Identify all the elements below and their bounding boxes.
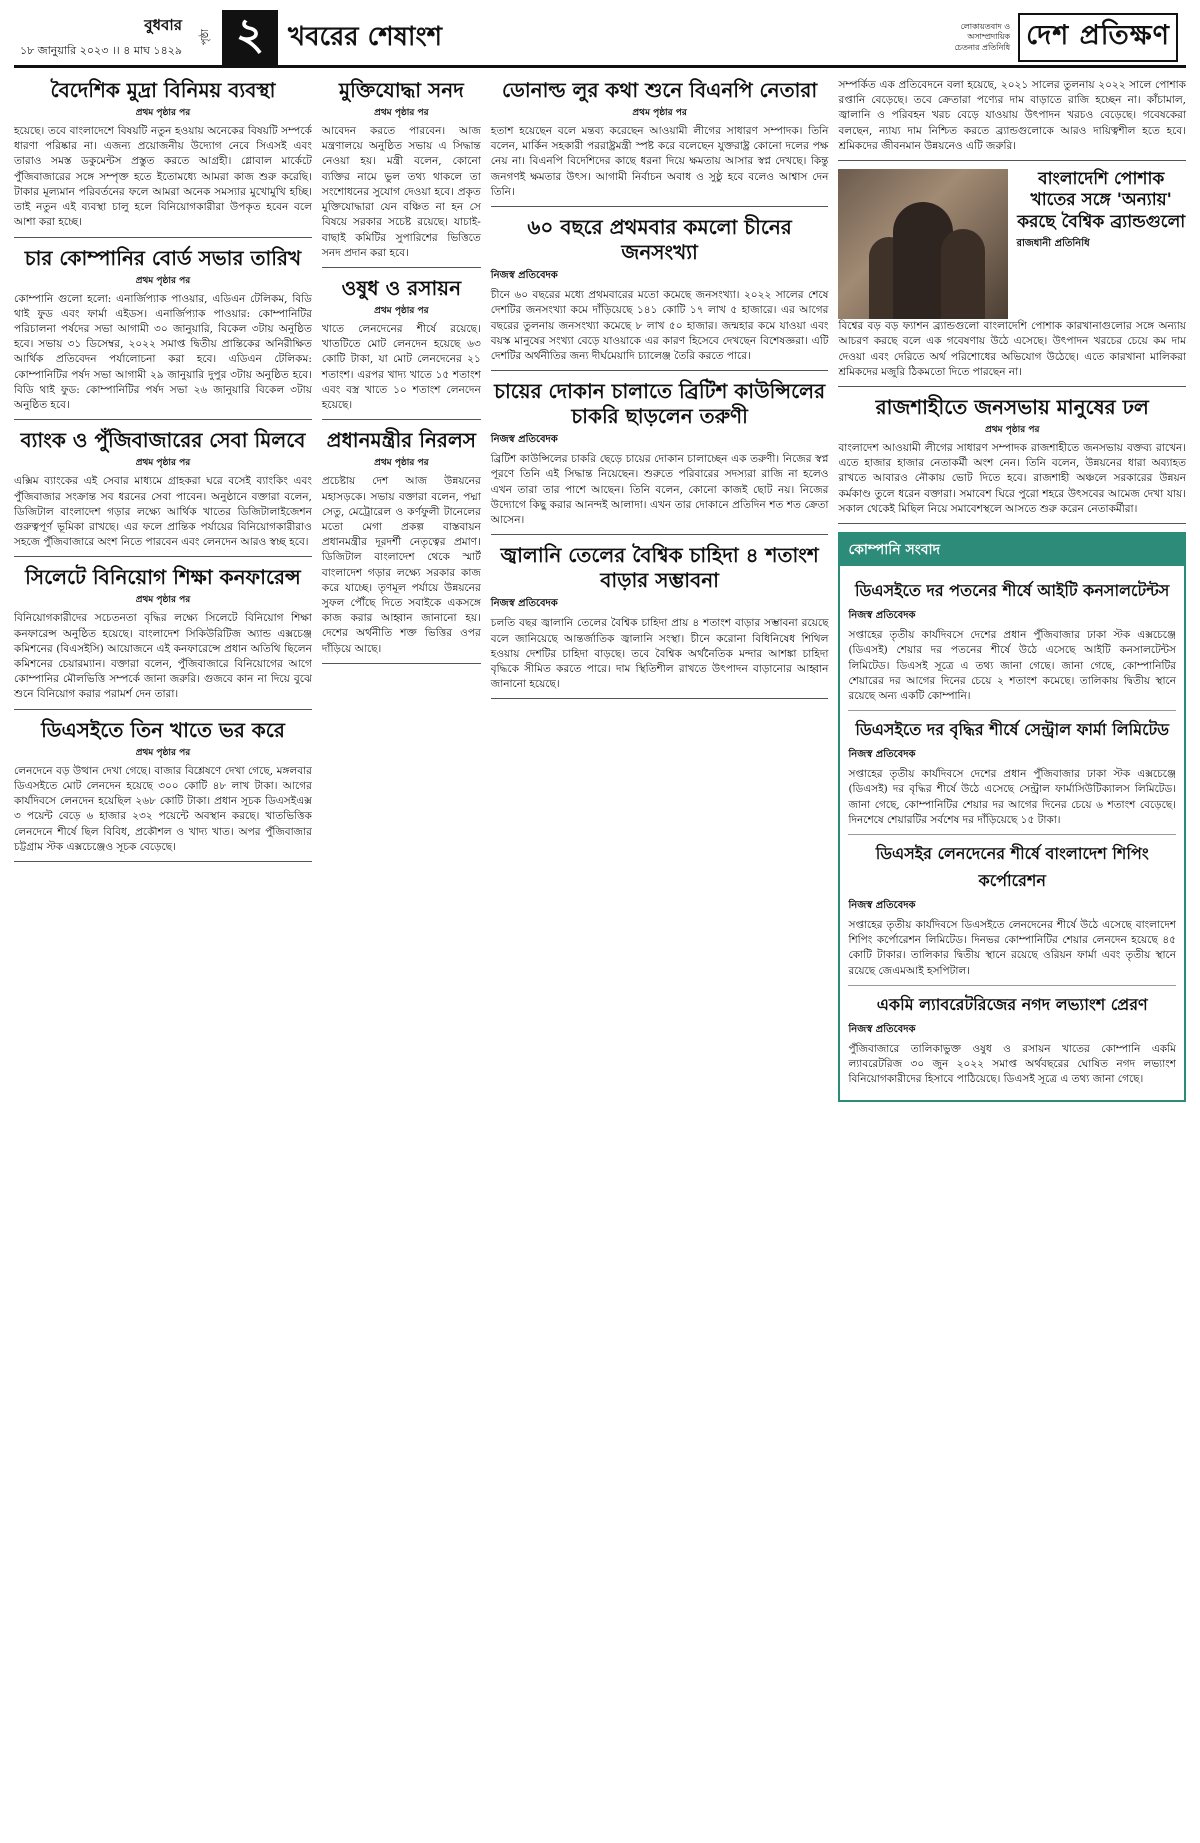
- headline: একমি ল্যাবরেটরিজের নগদ লভ্যাংশ প্রেরণ: [876, 994, 1148, 1014]
- continued-label: প্রথম পৃষ্ঠার পর: [135, 458, 191, 469]
- article-body: সম্পর্কিত এক প্রতিবেদনে বলা হয়েছে, ২০২১ সালের তুলনায় ২০২২ সালে পোশাক রপ্তানি বেড়েছে। তবে ক্রেতারা পণ্যের দাম বাড়াতে রাজি হচ্ছেন না। কাঁচামাল, জ্বালানি ও পরিবহন খরচ বেড়ে যাওয়ায় উৎপাদন খরচও বেড়েছে। গবেষকেরা বলছেন, ন্যায্য দাম নিশ্চিত করতে ব্র্যান্ডগুলোকে আরও দায়িত্বশীল হতে হবে। শ্রমিকদের জীবনমান উন্নয়নেও এটি জরুরি।: [838, 79, 1186, 152]
- byline: নিজস্ব প্রতিবেদক: [848, 900, 916, 912]
- headline: চার কোম্পানির বোর্ড সভার তারিখ: [24, 245, 302, 270]
- continued-label: প্রথম পৃষ্ঠার পর: [374, 458, 429, 469]
- column-3: [491, 78, 829, 1102]
- company-news-item: [848, 717, 1176, 835]
- headline: সিলেটে বিনিয়োগ শিক্ষা কনফারেন্স: [25, 565, 301, 590]
- page-number: ২: [222, 10, 278, 65]
- headline: বাংলাদেশি পোশাক খাতের সঙ্গে 'অন্যায়' করছে বৈশ্বিক ব্র্যান্ডগুলো: [1017, 169, 1186, 232]
- article-body: বিশ্বের বড় বড় ফ্যাশন ব্র্যান্ডগুলো বাংলাদেশি পোশাক কারখানাগুলোর সঙ্গে অন্যায় আচরণ করছে বলে এক গবেষণায় উঠে এসেছে। উৎপাদন খরচের চেয়ে কম দাম দেওয়া এবং দেরিতে অর্থ পরিশোধের অভিযোগ উঠেছে। এতে কারখানা মালিকরা শ্রমিকদের মজুরি ঠিকমতো দিতে পারছেন না।: [838, 320, 1186, 378]
- byline: নিজস্ব প্রতিবেদক: [490, 270, 558, 282]
- issue-day: বুধবার: [144, 16, 182, 34]
- article-oil: [491, 543, 829, 699]
- article-body: ব্রিটিশ কাউন্সিলের চাকরি ছেড়ে চায়ের দোকান চালাচ্ছেন এক তরুণী। নিজের স্বপ্ন পূরণে তিনি এই সিদ্ধান্ত নিয়েছেন। শুরুতে পরিবারের সদস্যরা রাজি না হলেও এখন তারা তার পাশে আছেন। তিনি বলেন, কোনো কাজই ছোট নয়। নিজের উদ্যোগে কিছু করার আনন্দই আলাদা। এখন তার দোকানে প্রতিদিন শত শত ক্রেতা আসেন।: [490, 453, 829, 527]
- article-dse3: [14, 718, 312, 862]
- company-news-banner: কোম্পানি সংবাদ: [840, 534, 1184, 566]
- article-freedom: [322, 78, 481, 268]
- columns: [14, 68, 1186, 1102]
- page-label: পৃষ্ঠা: [199, 29, 211, 46]
- article-body: বিনিয়োগকারীদের সচেতনতা বৃদ্ধির লক্ষ্যে সিলেটে বিনিয়োগ শিক্ষা কনফারেন্স অনুষ্ঠিত হয়েছে। বাংলাদেশ সিকিউরিটিজ অ্যান্ড এক্সচেঞ্জ কমিশনের (বিএসইসি) আয়োজনে এই কনফারেন্সে প্রধান অতিথি ছিলেন কমিশনের চেয়ারম্যান। বক্তারা বলেন, পুঁজিবাজারে বিনিয়োগের আগে কোম্পানির মৌলভিত্তি সম্পর্কে জানা জরুরি। গুজবে কান না দিয়ে বুঝে শুনে বিনিয়োগ করার পরামর্শ দেন তারা।: [14, 612, 312, 701]
- byline: রাজধানী প্রতিনিধি: [1016, 237, 1090, 249]
- headline: ডিএসইতে দর পতনের শীর্ষে আইটি কনসালটেন্টস: [855, 581, 1170, 601]
- article-body: এক্সিম ব্যাংকের এই সেবার মাধ্যমে গ্রাহকরা ঘরে বসেই ব্যাংকিং এবং পুঁজিবাজার সংক্রান্ত সব ধরনের সেবা পাবেন। অনুষ্ঠানে বক্তারা বলেন, ডিজিটাল বাংলাদেশ গড়ার লক্ষ্যে আর্থিক খাতের ডিজিটালাইজেশন গুরুত্বপূর্ণ ভূমিকা রাখছে। এর ফলে প্রান্তিক পর্যায়ের বিনিয়োগকারীরাও সহজে পুঁজিবাজারে অংশ নিতে পারবেন এবং লেনদেন আরও স্বচ্ছ হবে।: [14, 475, 312, 549]
- article-rajshahi: [838, 395, 1186, 524]
- column-4: [838, 78, 1186, 1102]
- headline: ৬০ বছরে প্রথমবার কমলো চীনের জনসংখ্যা: [527, 215, 792, 265]
- byline: নিজস্ব প্রতিবেদক: [848, 749, 916, 761]
- article-body: প্রচেষ্টায় দেশ আজ উন্নয়নের মহাসড়কে। সভায় বক্তারা বলেন, পদ্মা সেতু, মেট্রোরেল ও কর্ণফুলী টানেলের মতো মেগা প্রকল্প বাস্তবায়ন প্রধানমন্ত্রীর দূরদর্শী নেতৃত্বের প্রমাণ। ডিজিটাল বাংলাদেশ থেকে স্মার্ট বাংলাদেশ গড়ার লক্ষ্যে সরকার কাজ করে যাচ্ছে। তৃণমূল পর্যায়ে উন্নয়নের সুফল পৌঁছে দিতে সবাইকে একসঙ্গে কাজ করার আহ্বান জানানো হয়। দেশের অর্থনীতি শক্ত ভিত্তির ওপর দাঁড়িয়ে আছে।: [321, 475, 481, 655]
- article-body: সপ্তাহের তৃতীয় কার্যদিবসে দেশের প্রধান পুঁজিবাজার ঢাকা স্টক এক্সচেঞ্জে (ডিএসই) দর বৃদ্ধির শীর্ষে উঠে এসেছে সেন্ট্রাল ফার্মাসিউটিক্যালস লিমিটেড। জানা গেছে, কোম্পানিটির শেয়ার দর আগের দিনের চেয়ে ৬ শতাংশ বেড়েছে। দিনশেষে শেয়ারটির সর্বশেষ দর দাঁড়িয়েছে ১৫ টাকা।: [848, 768, 1176, 826]
- company-news-item: [848, 992, 1176, 1094]
- byline: নিজস্ব প্রতিবেদক: [848, 610, 916, 622]
- section-title: খবরের শেষাংশ: [288, 21, 443, 52]
- article-body: খাতে লেনদেনের শীর্ষে রয়েছে। খাতটিতে মোট লেনদেন হয়েছে ৬৩ কোটি টাকা, যা মোট লেনদেনের ২১ শতাংশ। এরপর খাদ্য খাতে ১৫ শতাংশ এবং বস্ত্র খাতে ১০ শতাংশ লেনদেন হয়েছে।: [321, 322, 481, 412]
- article-body: হতাশ হয়েছেন বলে মন্তব্য করেছেন আওয়ামী লীগের সাধারণ সম্পাদক। তিনি বলেন, মার্কিন সহকারী পররাষ্ট্রমন্ত্রী স্পষ্ট করে বলেছেন যুক্তরাষ্ট্র কোনো দলের পক্ষ নেয় না। বিএনপি বিদেশিদের কাছে ধরনা দিয়ে ক্ষমতায় আসার স্বপ্ন দেখছে। কিন্তু জনগণই ক্ষমতার উৎস। আগামী নির্বাচন অবাধ ও সুষ্ঠু হবে বলেও আশ্বাস দেন তিনি।: [490, 125, 829, 198]
- brand-tagline: লোকায়তবাদ ও অসাম্প্রদায়িক চেতনার প্রতিনিধি: [954, 21, 1011, 52]
- continued-label: প্রথম পৃষ্ঠার পর: [374, 305, 429, 316]
- headline: মুক্তিযোদ্ধা সনদ: [339, 78, 464, 102]
- headline: ডিএসইতে তিন খাতে ভর করে: [41, 717, 285, 742]
- article-body: আবেদন করতে পারবেন। আজ মন্ত্রণালয়ে অনুষ্ঠিত সভায় এ সিদ্ধান্ত নেওয়া হয়। মন্ত্রী বলেন, কোনো ব্যক্তির নামে ভুল তথ্য থাকলে তা সংশোধনের সুযোগ দেওয়া হবে। প্রকৃত মুক্তিযোদ্ধারা যেন বঞ্চিত না হন সে বিষয়ে সরকার সচেষ্ট রয়েছে। যাচাই-বাছাই কমিটির সুপারিশের ভিত্তিতে সনদ প্রদান করা হবে।: [321, 125, 481, 259]
- headline: ওষুধ ও রসায়ন: [341, 275, 462, 300]
- continued-label: প্রথম পৃষ্ঠার পর: [374, 108, 429, 118]
- article-body: হয়েছে। তবে বাংলাদেশে বিষয়টি নতুন হওয়ায় অনেকের বিষয়টি সম্পর্কে ধারণা পরিষ্কার না। এজন্য প্রয়োজনীয় উদ্যোগ নেবে সিএসই এবং তারাও সমস্ত ডকুমেন্টস প্রস্তুত করতে আগ্রহী। গ্লোবাল মার্কেটে পুঁজিবাজারের সঙ্গে সম্পৃক্ত হতে ইতোমধ্যে আমরা কাজ শুরু করেছি। টাকার মূল্যমান পরিবর্তনের ফলে আমরা অনেক সমস্যার মুখোমুখি হচ্ছি। তাই নতুন এই ব্যবস্থা চালু হলে বিনিয়োগকারীরা উপকৃত হবেন বলে আশা করা হচ্ছে।: [14, 125, 312, 229]
- article-body: কোম্পানি গুলো হলো: এনার্জিপ্যাক পাওয়ার, এডিএন টেলিকম, বিডি থাই ফুড এবং ফার্মা এইডস। এনার্জিপ্যাক পাওয়ার: কোম্পানিটির পরিচালনা পর্ষদের সভা আগামী ৩০ জানুয়ারি, বিকেল ৩টায় অনুষ্ঠিত হবে। সভায় ৩১ ডিসেম্বর, ২০২২ সমাপ্ত দ্বিতীয় প্রান্তিকের অনিরীক্ষিত আর্থিক প্রতিবেদন পর্যালোচনা করা হবে। এডিএন টেলিকম: কোম্পানিটির পর্ষদ সভা আগামী ২৯ জানুয়ারি দুপুর ৩টায় অনুষ্ঠিত হবে। বিডি থাই ফুড: কোম্পানিটির পর্ষদ সভা ২৬ জানুয়ারি বিকেল ৩টায় অনুষ্ঠিত হবে।: [14, 292, 312, 412]
- article-body: লেনদেনে বড় উত্থান দেখা গেছে। বাজার বিশ্লেষণে দেখা গেছে, মঙ্গলবার ডিএসইতে মোট লেনদেন হয়েছে ৩০০ কোটি ৪৮ লাখ টাকা। আগের কার্যদিবসে লেনদেন হয়েছিল ২৬৮ কোটি টাকা। প্রধান সূচক ডিএসইএক্স ৩ পয়েন্ট বেড়ে ৬ হাজার ২৩২ পয়েন্টে অবস্থান করছে। খাতভিত্তিক লেনদেনে শীর্ষে ছিল বিবিধ, প্রকৌশল ও খাদ্য খাত। অপর পুঁজিবাজার চট্টগ্রাম স্টক এক্সচেঞ্জেও সূচক বেড়েছে।: [14, 764, 312, 853]
- article-forex: [14, 78, 312, 238]
- headline: জ্বালানি তেলের বৈশ্বিক চাহিদা ৪ শতাংশ বাড়ার সম্ভাবনা: [500, 543, 819, 593]
- article-body: বাংলাদেশ আওয়ামী লীগের সাধারণ সম্পাদক রাজশাহীতে জনসভায় বক্তব্য রাখেন। এতে হাজার হাজার নেতাকর্মী অংশ নেন। তিনি বলেন, উন্নয়নের ধারা অব্যাহত রাখতে আবারও নৌকায় ভোট দিতে হবে। রাজশাহী অঞ্চলে সরকারের উন্নয়ন কর্মকাণ্ড তুলে ধরেন বক্তারা। সমাবেশ ঘিরে পুরো শহরে উৎসবের আমেজ দেখা যায়। সকাল থেকেই মিছিল নিয়ে সমাবেশস্থলে আসতে শুরু করেন নেতাকর্মীরা।: [838, 441, 1186, 515]
- continued-label: প্রথম পৃষ্ঠার পর: [135, 595, 191, 606]
- brand: [940, 10, 1186, 65]
- continued-label: প্রথম পৃষ্ঠার পর: [632, 108, 687, 118]
- article-tea: [491, 379, 829, 535]
- article-board: [14, 246, 312, 421]
- headline: ডিএসইতে দর বৃদ্ধির শীর্ষে সেন্ট্রাল ফার্মা লিমিটেড: [855, 720, 1170, 740]
- continued-label: প্রথম পৃষ্ঠার পর: [135, 108, 191, 118]
- company-news-box: [838, 532, 1186, 1102]
- article-donald: [491, 78, 829, 207]
- article-bank: [14, 428, 312, 557]
- article-pm: [322, 428, 481, 664]
- headline: প্রধানমন্ত্রীর নিরলস: [326, 428, 477, 453]
- date-box: [14, 10, 190, 65]
- article-medicine: [322, 276, 481, 420]
- article-garment: [838, 169, 1186, 387]
- article-body: পুঁজিবাজারে তালিকাভুক্ত ওষুধ ও রসায়ন খাতের কোম্পানি একমি ল্যাবরেটরিজ ৩০ জুন ২০২২ সমাপ্ত অর্থবছরের ঘোষিত নগদ লভ্যাংশ বিনিয়োগকারীদের হিসাবে পাঠিয়েছে। ডিএসই সূত্রে এ তথ্য জানা গেছে।: [848, 1042, 1176, 1086]
- column-1: [14, 78, 312, 1102]
- headline: বৈদেশিক মুদ্রা বিনিময় ব্যবস্থা: [50, 78, 276, 102]
- article-body: সপ্তাহের তৃতীয় কার্যদিবসে দেশের প্রধান পুঁজিবাজার ঢাকা স্টক এক্সচেঞ্জে (ডিএসই) শেয়ার দর পতনের শীর্ষে উঠে এসেছে আইটি কনসালটেন্টস লিমিটেড। ডিএসই সূত্রে এ তথ্য জানা গেছে। জানা গেছে, কোম্পানিটির শেয়ারের দর আগের দিনের চেয়ে ২ শতাংশ কমেছে। তালিকায় দ্বিতীয় স্থানে রয়েছে অন্য একটি কোম্পানি।: [848, 629, 1176, 702]
- headline: ডিএসইর লেনদেনের শীর্ষে বাংলাদেশ শিপিং কর্পোরেশন: [875, 844, 1149, 891]
- headline: চায়ের দোকান চালাতে ব্রিটিশ কাউন্সিলের চাকরি ছাড়লেন তরুণী: [494, 379, 826, 429]
- article-sylhet: [14, 565, 312, 709]
- article-china: [491, 215, 829, 371]
- continued-label: প্রথম পৃষ্ঠার পর: [985, 424, 1040, 435]
- news-photo: [838, 169, 1008, 319]
- headline: ব্যাংক ও পুঁজিবাজারের সেবা মিলবে: [20, 428, 306, 453]
- byline: নিজস্ব প্রতিবেদক: [490, 598, 558, 610]
- article-body: সপ্তাহের তৃতীয় কার্যদিবসে ডিএসইতে লেনদেনের শীর্ষে উঠে এসেছে বাংলাদেশ শিপিং কর্পোরেশন লিমিটেড। দিনভর কোম্পানিটির শেয়ার লেনদেন হয়েছে ৪৫ কোটি টাকার। তালিকার দ্বিতীয় স্থানে রয়েছে ওরিয়ন ফার্মা এবং তৃতীয় স্থানে রয়েছে জেএমআই হসপিটাল।: [848, 919, 1176, 977]
- article-col4-top: [838, 78, 1186, 161]
- company-news-item: [848, 578, 1176, 711]
- byline: নিজস্ব প্রতিবেদক: [490, 434, 558, 446]
- issue-date: ১৮ জানুয়ারি ২০২৩ ।। ৪ মাঘ ১৪২৯: [20, 44, 182, 57]
- continued-label: প্রথম পৃষ্ঠার পর: [135, 275, 191, 286]
- article-body: চলতি বছর জ্বালানি তেলের বৈশ্বিক চাহিদা প্রায় ৪ শতাংশ বাড়ার সম্ভাবনা রয়েছে বলে জানিয়েছে আন্তর্জাতিক জ্বালানি সংস্থা। চীনে করোনা বিধিনিষেধ শিথিল হওয়ায় দেশটির চাহিদা বাড়ছে। তবে বৈশ্বিক অর্থনৈতিক মন্দার আশঙ্কা চাহিদা বৃদ্ধিকে সীমিত করতে পারে। দাম স্থিতিশীল রাখতে উৎপাদন বাড়ানোর আহ্বান জানানো হয়েছে।: [490, 617, 829, 691]
- company-news-item: [848, 841, 1176, 986]
- continued-label: প্রথম পৃষ্ঠার পর: [135, 747, 191, 758]
- byline: নিজস্ব প্রতিবেদক: [848, 1023, 916, 1035]
- article-body: চীনে ৬০ বছরের মধ্যে প্রথমবারের মতো কমেছে জনসংখ্যা। ২০২২ সালের শেষে দেশটির জনসংখ্যা কমে দাঁড়িয়েছে ১৪১ কোটি ১৭ লাখ ৫ হাজারে। এর আগের বছরের তুলনায় জনসংখ্যা কমেছে ৮ লাখ ৫০ হাজার। জন্মহার কমে যাওয়া এবং বয়স্ক মানুষের সংখ্যা বেড়ে যাওয়াকে এর কারণ হিসেবে দেখছেন বিশেষজ্ঞরা। এটি দেশটির অর্থনীতির জন্য দীর্ঘমেয়াদি চ্যালেঞ্জ তৈরি করতে পারে।: [490, 289, 829, 362]
- newspaper-logo: দেশ প্রতিক্ষণ: [1018, 13, 1178, 62]
- headline: ডোনাল্ড লুর কথা শুনে বিএনপি নেতারা: [502, 78, 818, 102]
- headline: রাজশাহীতে জনসভায় মানুষের ঢল: [875, 394, 1149, 419]
- column-2: [322, 78, 481, 1102]
- masthead: [14, 10, 1186, 68]
